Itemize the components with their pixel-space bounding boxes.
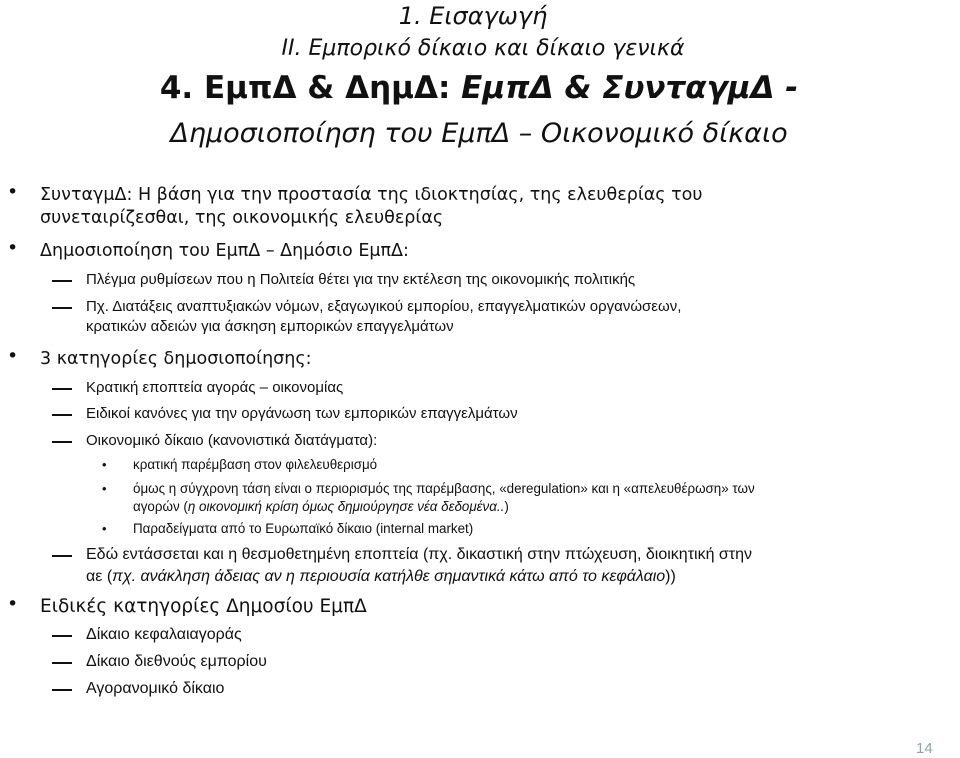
bullet-constitution xyxy=(7,181,703,206)
text-post: ) xyxy=(504,499,509,514)
sub-item-supervision xyxy=(86,544,752,566)
bullet-text: Δημοσιοποίηση του ΕμπΔ – Δημόσιο ΕμπΔ: xyxy=(40,241,409,261)
sub-item-supervision-cont xyxy=(86,566,676,588)
dash-marker xyxy=(52,689,72,691)
bullet-marker: • xyxy=(7,181,19,203)
text-italic: η οικονομική κρίση όμως δημιούργησε νέα δεδομένα.. xyxy=(187,499,505,514)
bullet-text: Ειδικές κατηγορίες Δημοσίου ΕμπΔ xyxy=(40,596,367,617)
bullet-text: ΣυνταγμΔ: Η βάση για την προστασία της ιδιοκτησίας, της ελευθερίας του xyxy=(40,185,703,205)
dash-marker xyxy=(52,280,72,282)
heading-section: ΙΙ. Εμπορικό δίκαιο και δίκαιο γενικά xyxy=(281,36,685,61)
text-pre: αγορών ( xyxy=(133,499,188,514)
bullet-constitution-cont: συνεταιρίζεσθαι, της οικονομικής ελευθερίας xyxy=(40,208,444,228)
sub-sub-item-text: όμως η σύγχρονη τάση είναι ο περιορισμός της παρέμβασης, «deregulation» και η «απελευθέρωση» των xyxy=(133,481,755,496)
sub-item-market-police xyxy=(86,678,224,700)
sub-item-special-rules xyxy=(86,402,518,425)
page-number: 14 xyxy=(916,740,933,757)
sub-item-text: Ειδικοί κανόνες για την οργάνωση των εμπορικών επαγγελμάτων xyxy=(86,405,518,422)
sub-item-capital-market xyxy=(86,624,242,646)
bullet-marker: • xyxy=(7,345,19,367)
dash-marker xyxy=(52,662,72,664)
sub-item-market-supervision xyxy=(86,376,343,399)
sub-sub-item-intervention xyxy=(102,456,378,474)
heading-title-rest: ΕμπΔ & ΣυνταγμΔ - xyxy=(461,70,799,106)
dash-marker xyxy=(52,635,72,637)
dash-marker xyxy=(52,441,72,443)
heading-title-number: 4. xyxy=(159,70,194,106)
bullet-special-categories xyxy=(7,593,367,618)
sub-sub-item-deregulation xyxy=(102,480,755,498)
dash-marker xyxy=(52,388,72,390)
bullet-marker: • xyxy=(102,457,107,472)
bullet-publicization xyxy=(7,237,409,262)
dash-marker xyxy=(52,414,72,416)
heading-title xyxy=(0,70,959,106)
bullet-marker: • xyxy=(102,481,107,496)
sub-item-text: Αγορανομικό δίκαιο xyxy=(86,680,225,697)
sub-item-example-cont: κρατικών αδειών για άσκηση εμπορικών επαγγελμάτων xyxy=(86,318,454,335)
sub-sub-item-deregulation-cont xyxy=(133,498,509,516)
sub-item-text: Εδώ εντάσσεται και η θεσμοθετημένη εποπτεία (πχ. δικαστική στην πτώχευση, διοικητική στην xyxy=(86,546,753,563)
sub-item-economic-law xyxy=(86,429,377,452)
sub-item-international-trade xyxy=(86,651,267,673)
sub-item-text: Δίκαιο κεφαλαιαγοράς xyxy=(86,626,242,643)
text-post: )) xyxy=(665,568,676,585)
sub-sub-item-eu-examples xyxy=(102,520,474,538)
dash-marker xyxy=(52,307,72,309)
sub-item-regulations xyxy=(86,268,635,291)
heading-subtitle: Δημοσιοποίηση του ΕμπΔ – Οικονομικό δίκαιο xyxy=(170,118,788,149)
bullet-marker: • xyxy=(102,521,107,536)
text-pre: αε ( xyxy=(86,568,113,585)
bullet-categories xyxy=(7,345,312,370)
dash-marker xyxy=(52,555,72,557)
bullet-marker: • xyxy=(7,593,19,615)
sub-item-text: Δίκαιο διεθνούς εμπορίου xyxy=(86,653,267,670)
heading-chapter: 1. Εισαγωγή xyxy=(398,2,548,30)
sub-sub-item-text: κρατική παρέμβαση στον φιλελευθερισμό xyxy=(133,457,378,472)
sub-item-text: Οικονομικό δίκαιο (κανονιστικά διατάγματα): xyxy=(86,432,378,449)
sub-item-text: Κρατική εποπτεία αγοράς – οικονομίας xyxy=(86,379,344,396)
bullet-marker: • xyxy=(7,237,19,259)
sub-sub-item-text: Παραδείγματα από το Ευρωπαϊκό δίκαιο (internal market) xyxy=(133,521,474,536)
sub-item-text: Πλέγμα ρυθμίσεων που η Πολιτεία θέτει για την εκτέλεση της οικονομικής πολιτικής xyxy=(86,271,636,288)
heading-title-bold: ΕμπΔ & ΔημΔ: xyxy=(203,70,451,106)
bullet-text: 3 κατηγορίες δημοσιοποίησης: xyxy=(40,349,312,369)
text-italic: πχ. ανάκληση άδειας αν η περιουσία κατήλθε σημαντικά κάτω από το κεφάλαιο xyxy=(112,568,666,585)
sub-item-text: Πχ. Διατάξεις αναπτυξιακών νόμων, εξαγωγικού εμπορίου, επαγγελματικών οργανώσεων, xyxy=(86,298,682,315)
